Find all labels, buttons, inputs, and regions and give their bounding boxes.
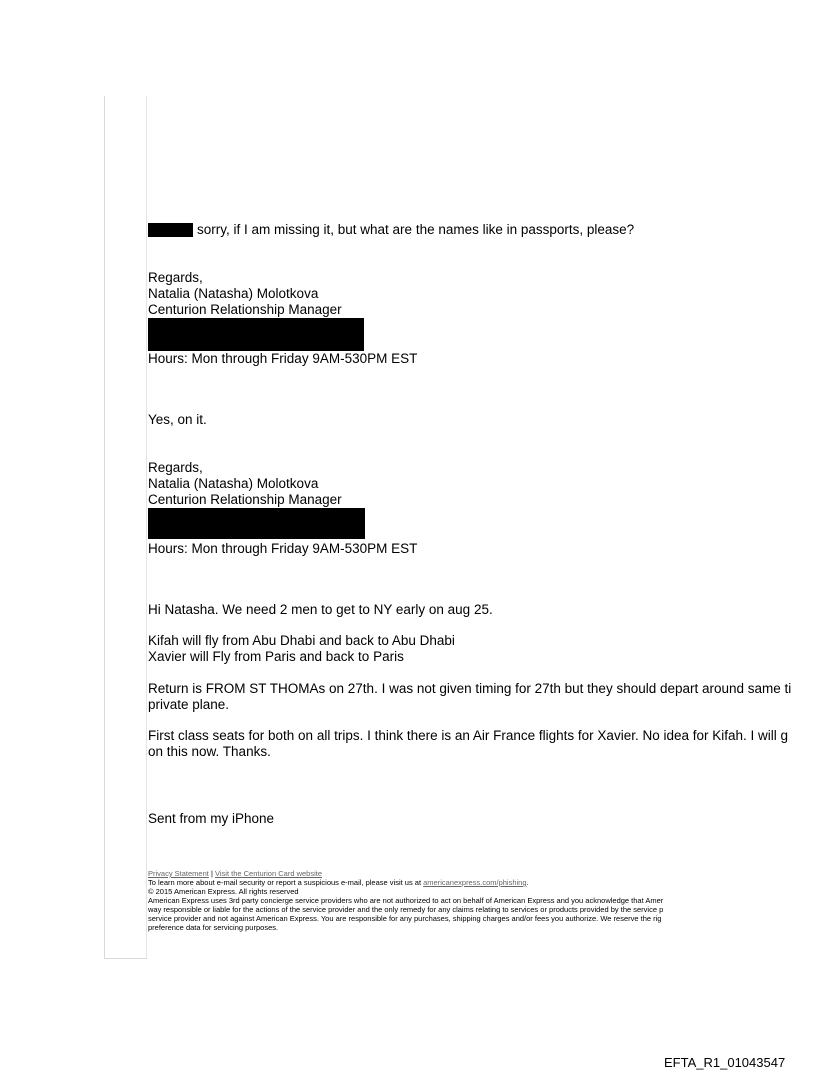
email-2-regards: Regards,: [148, 460, 203, 475]
redaction-bar: [148, 508, 365, 539]
footer-disclaimer-line-3: service provider and not against American Express. You are responsible for any purchases, shipping charges and/or fees you authorize. We reserve the rig: [148, 914, 662, 923]
privacy-statement-link[interactable]: Privacy Statement: [148, 869, 209, 878]
footer-separator: |: [210, 869, 213, 878]
email-3-signature: Sent from my iPhone: [148, 811, 275, 826]
footer-disclaimer-line-1: American Express uses 3rd party concierge service providers who are not authorized to act on behalf of American Express and you acknowledge that Amer: [148, 896, 664, 905]
email-2-hours: Hours: Mon through Friday 9AM-530PM EST: [148, 541, 418, 556]
email-2-sender-title: Centurion Relationship Manager: [148, 492, 342, 507]
bates-number: EFTA_R1_01043547: [664, 1055, 786, 1070]
centurion-website-link[interactable]: Visit the Centurion Card website: [215, 869, 322, 878]
email-3-paragraph-4-line-1: First class seats for both on all trips. I think there is an Air France flights for Xavier. No idea for Kifah. I will g: [148, 728, 789, 743]
email-1-sender-title: Centurion Relationship Manager: [148, 302, 342, 317]
footer-disclaimer-line-2: way responsible or liable for the actions of the service provider and the only remedy for any claims relating to services or products provided by the service p: [148, 905, 664, 914]
email-1-body: sorry, if I am missing it, but what are the names like in passports, please?: [197, 222, 635, 237]
email-1-hours: Hours: Mon through Friday 9AM-530PM EST: [148, 351, 418, 366]
email-3-paragraph-3-line-2: private plane.: [148, 697, 230, 712]
footer-security-end: .: [526, 878, 529, 887]
redaction-bar: [148, 318, 364, 351]
frame-bottom-border: [104, 958, 147, 959]
email-1-sender-name: Natalia (Natasha) Molotkova: [148, 286, 319, 301]
redaction-bar: [148, 223, 193, 237]
email-3-paragraph-2-line-1: Kifah will fly from Abu Dhabi and back to Abu Dhabi: [148, 633, 455, 648]
email-2-sender-name: Natalia (Natasha) Molotkova: [148, 476, 319, 491]
footer-security-text: To learn more about e-mail security or report a suspicious e-mail, please visit us at: [148, 878, 424, 887]
email-3-paragraph-3-line-1: Return is FROM ST THOMAs on 27th. I was not given timing for 27th but they should depart around same ti: [148, 681, 792, 696]
phishing-link[interactable]: americanexpress.com/phishing: [423, 878, 527, 887]
email-3-paragraph-4-line-2: on this now. Thanks.: [148, 744, 271, 759]
email-2-body: Yes, on it.: [148, 412, 207, 427]
frame-inner-border: [146, 96, 147, 959]
footer-copyright: © 2015 American Express. All rights reserved: [148, 887, 299, 896]
frame-left-border: [104, 96, 105, 959]
email-1-regards: Regards,: [148, 270, 203, 285]
footer-disclaimer-line-4: preference data for servicing purposes.: [148, 923, 279, 932]
email-3-paragraph-1: Hi Natasha. We need 2 men to get to NY early on aug 25.: [148, 602, 493, 617]
email-3-paragraph-2-line-2: Xavier will Fly from Paris and back to Paris: [148, 649, 404, 664]
